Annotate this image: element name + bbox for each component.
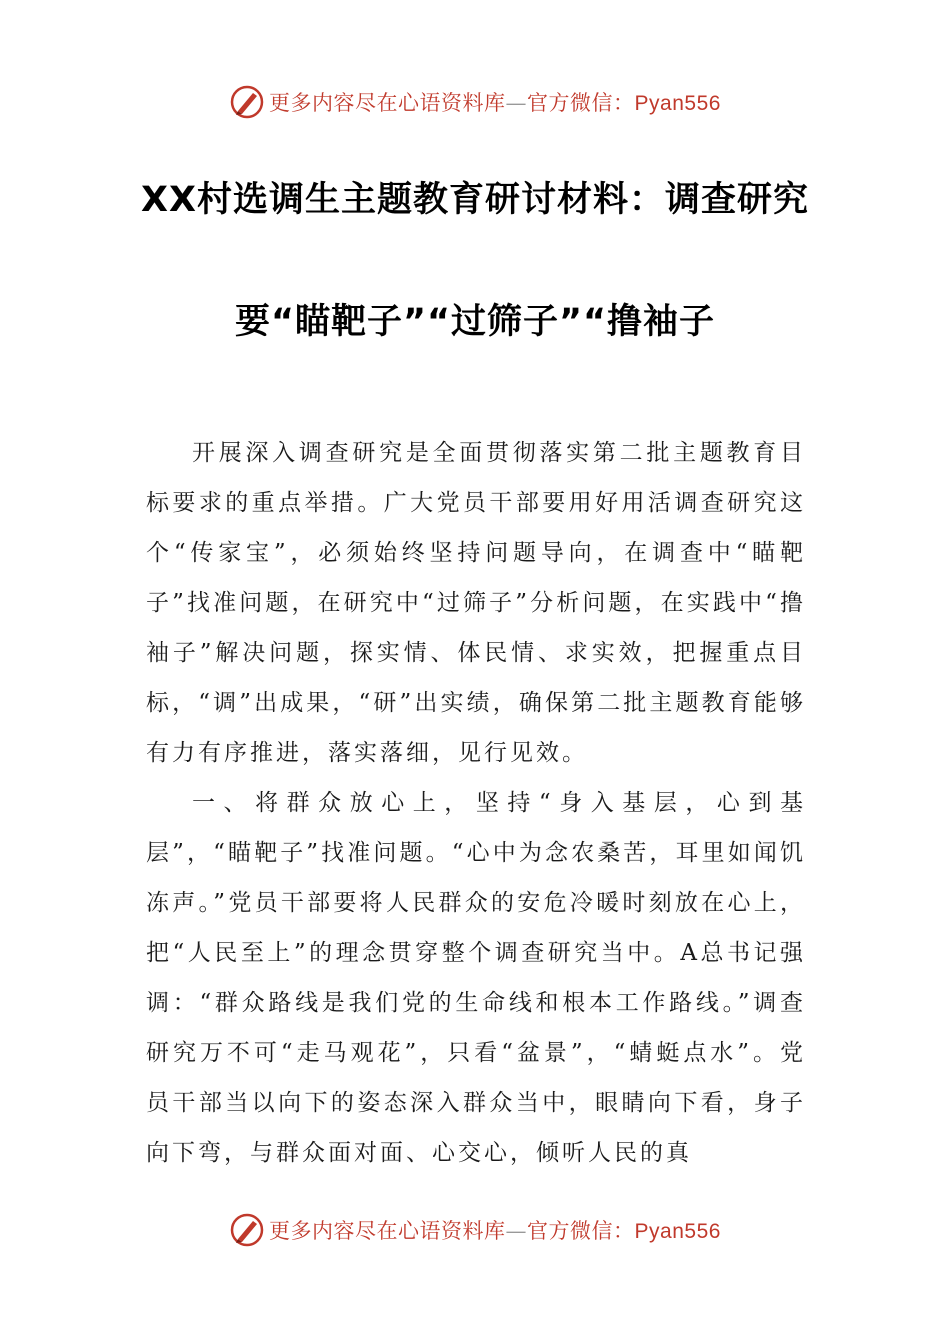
watermark-text [269,87,721,117]
doc-body [146,428,806,1178]
watermark-slogan: 更多内容尽在心语资料库 [269,91,506,115]
watermark-label: 官方微信： [527,1219,635,1243]
watermark-banner-top [0,82,950,122]
watermark-slogan: 更多内容尽在心语资料库 [269,1219,506,1243]
doc-title-line1: XX村选调生主题教育研讨材料：调查研究 [141,180,809,220]
paragraph-section-1: 一、将群众放心上，坚持“身入基层，心到基层”，“瞄靶子”找准问题。“心中为念农桑苦，耳里如闻饥冻声。”党员干部要将人民群众的安危冷暖时刻放在心上，把“人民至上”的理念贯穿整个调查研究当中。A总书记强调：“群众路线是我们党的生命线和根本工作路线。”调查研究万不可“走马观花”，只看“盆景”，“蜻蜓点水”。党员干部当以向下的姿态深入群众当中，眼睛向下看，身子向下弯，与群众面对面、心交心，倾听人民的真 [146,790,806,1166]
watermark-separator: — [505,1219,528,1243]
paragraph-intro: 开展深入调查研究是全面贯彻落实第二批主题教育目标要求的重点举措。广大党员干部要用好用活调查研究这个“传家宝”，必须始终坚持问题导向，在调查中“瞄靶子”找准问题，在研究中“过筛子”分析问题，在实践中“撸袖子”解决问题，探实情、体民情、求实效，把握重点目标，“调”出成果，“研”出实绩，确保第二批主题教育能够有力有序推进，落实落细，见行见效。 [146,440,806,766]
watermark-banner-bottom [0,1210,950,1250]
watermark-label: 官方微信： [527,91,635,115]
pen-logo-icon [229,1212,265,1248]
pen-logo-icon [229,84,265,120]
watermark-account: Pyan556 [634,1220,721,1243]
watermark-account: Pyan556 [634,92,721,115]
watermark-text [269,1215,721,1245]
watermark-separator: — [505,91,528,115]
doc-title-line2: 要“瞄靶子”“过筛子”“撸袖子 [234,302,715,342]
